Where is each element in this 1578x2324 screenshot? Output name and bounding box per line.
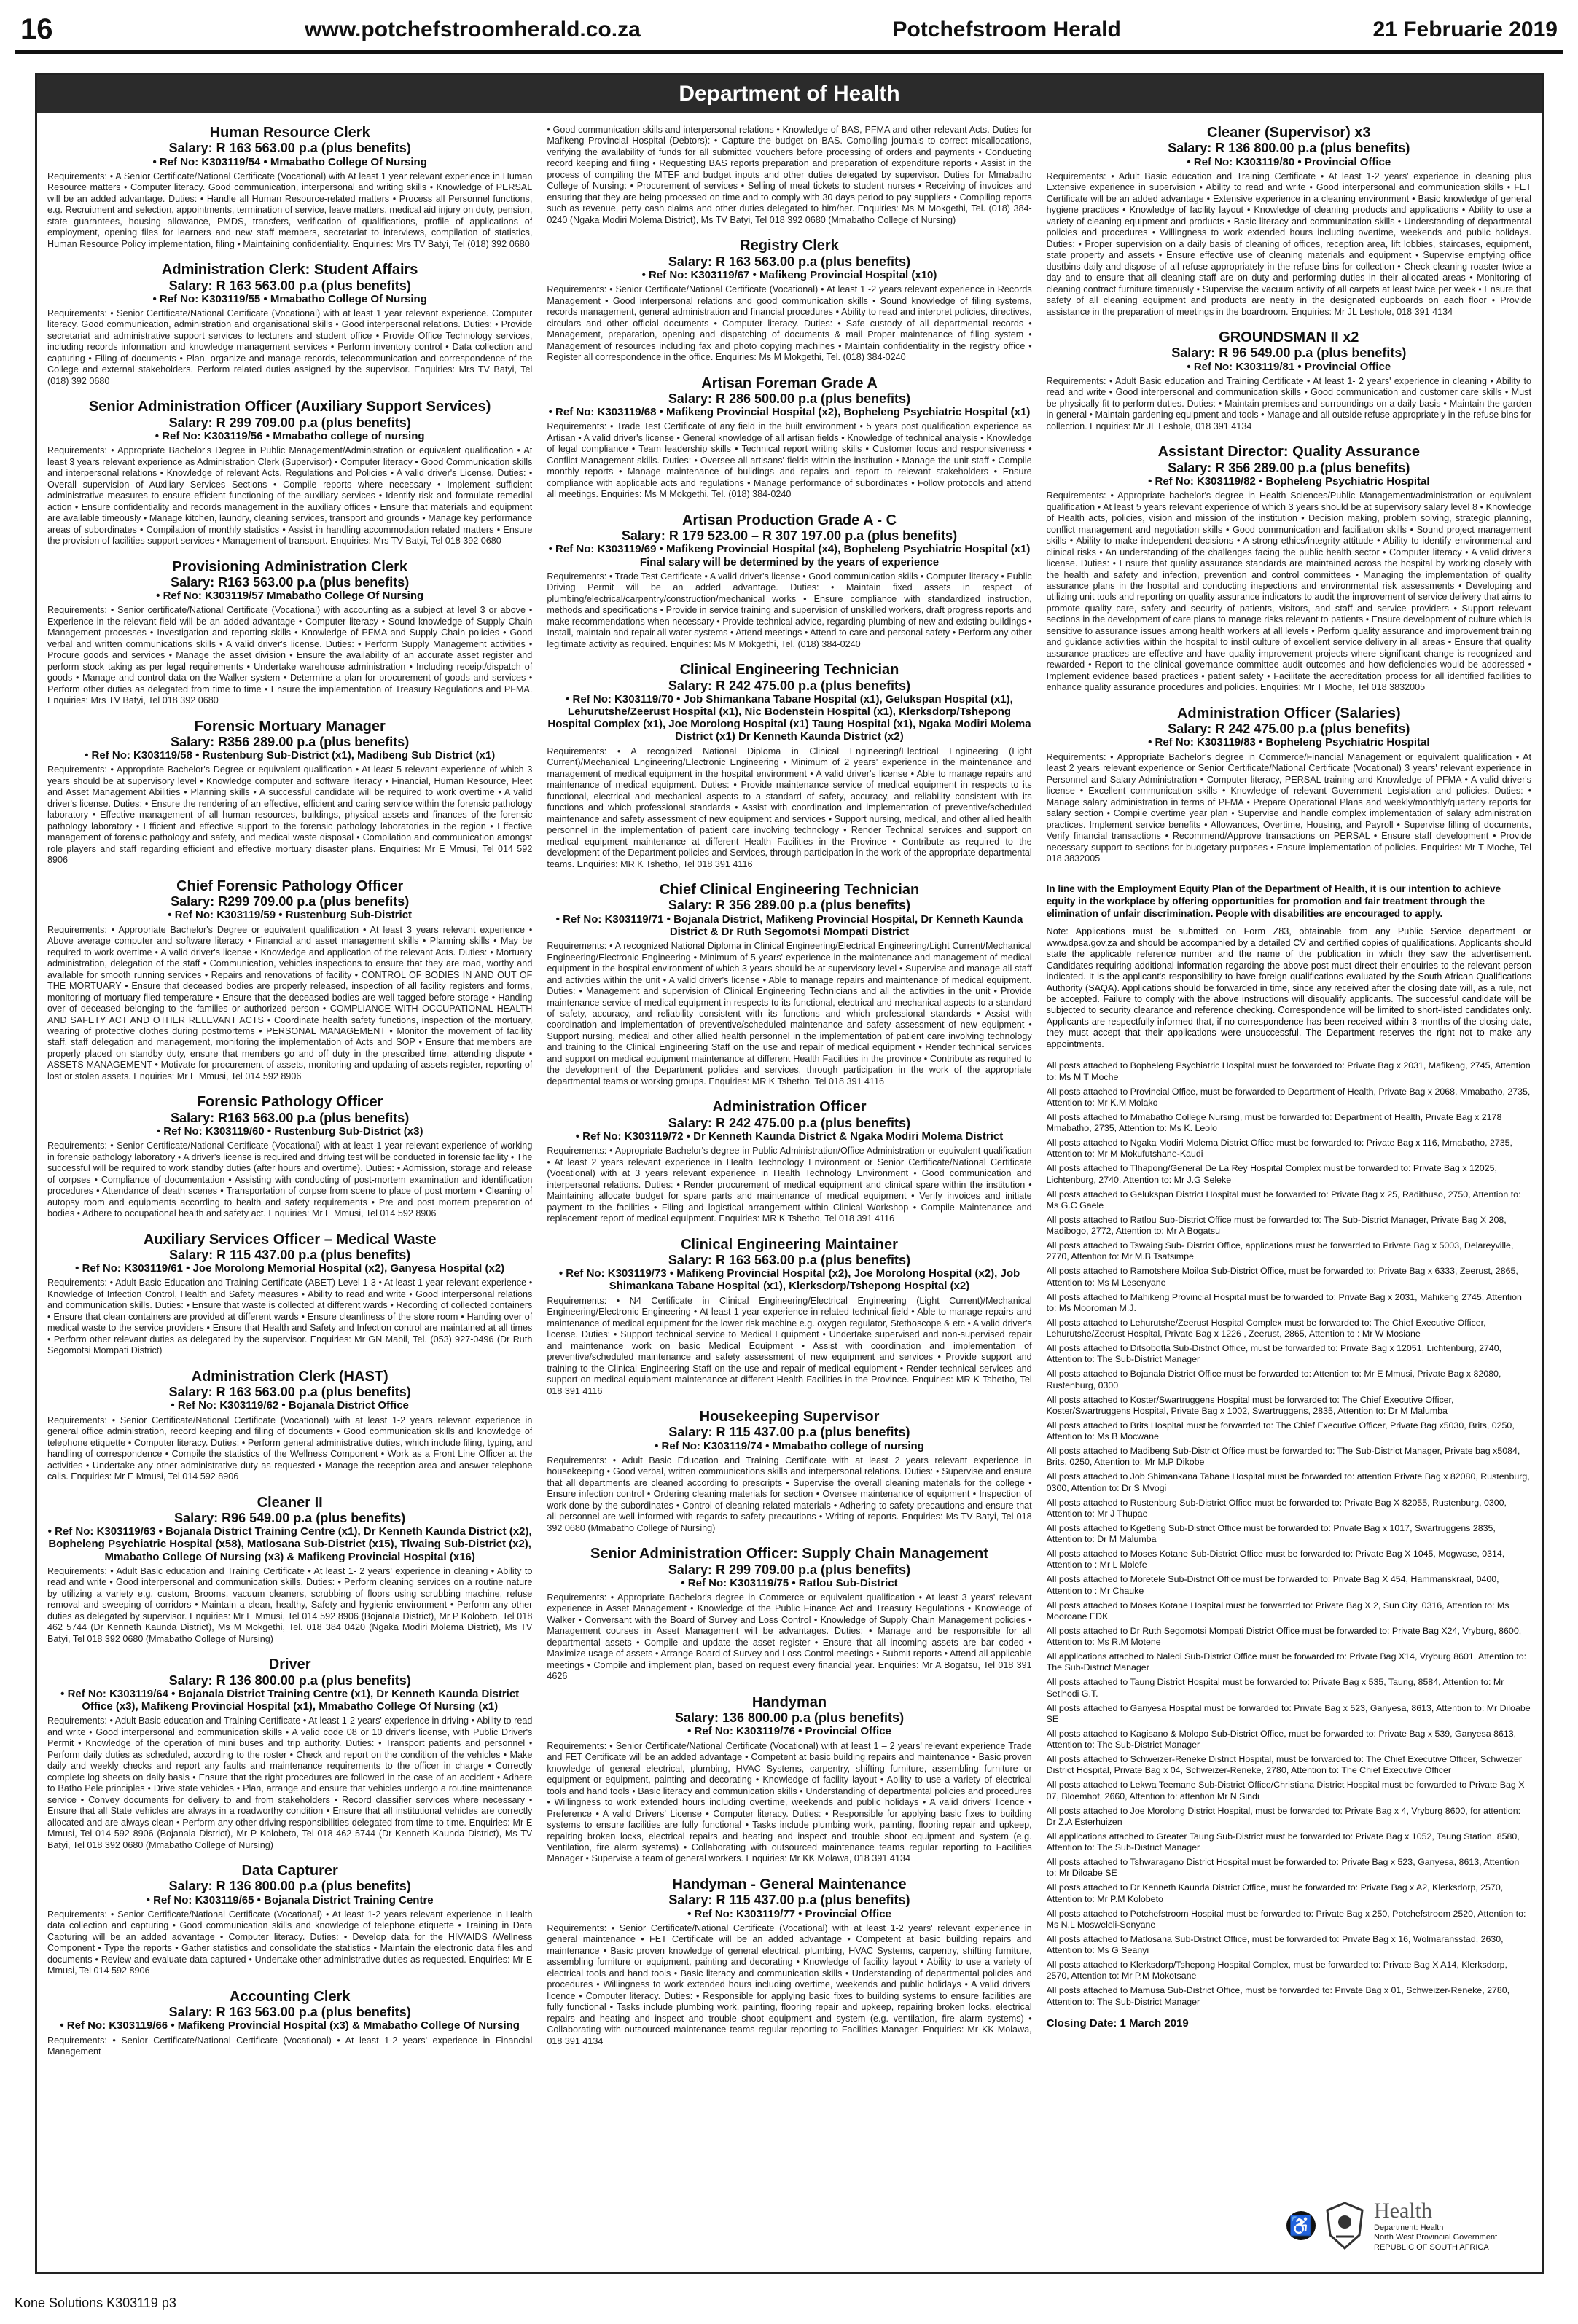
job-post — [47, 1863, 532, 1977]
post-title: Assistant Director: Quality Assurance — [1157, 444, 1420, 461]
post-salary: Salary: R 163 563.00 p.a (plus benefits) — [168, 278, 411, 293]
post-title: Senior Administration Officer: Supply Chain Management — [590, 1546, 988, 1562]
post-salary: Salary: R 163 563.00 p.a (plus benefits) — [168, 2005, 411, 2020]
post-ref: • Ref No: K303119/76 • Provincial Office — [687, 1725, 891, 1738]
application-address: All posts attached to Gelukspan District Hospital must be forwarded to: Private Bag x 25, Radithuso, 2750, Attention to: Ms G.C Gaele — [1046, 1189, 1521, 1210]
post-body: Requirements: • Trade Test Certificate • A valid driver's license • Good communication skills • Computer literacy • Public Driving Permit will be an added advantage. Duties: • Maintain fixed assets in respect of plumbing/electrical/carpentry/construction/mechanical works • Ensure compliance with standardized instruction, methods and specifications • Provide in service training and supervision of unskilled workers, draft progress reports and make recommendations when necessary • Provide technical advice, regarding plumbing of new and existing buildings • Install, maintain and repair all water systems • Attend meetings • Attend to care and personal safety • Perform any other legitimate activity as required. Enquiries: Ms M Mokgethi, Tel. (018) 384-0240 — [547, 571, 1032, 649]
post-body: Requirements: • Appropriate Bachelor's degree in Public Administration/Office Administration or equivalent qualification • At least 2 years relevant experience in Health Technology Environment or Senior Certificate/National Certificate (Vocational) with at 3 years relevant experience in Health Technology Environment • Good communication and interpersonal relations. Duties: • Render procurement of medical equipment and clinical spare within the institution • Maintaining allocate budget for spare parts and maintenance of medical equipment • Verify invoices and initiate payment to the facilities • Filing and logistical arrangement within Clinical Workshop • Compile Maintenance and replacement report of medical equipment. Enquiries: MR K Tshetho, Tel 018 391 4116 — [547, 1146, 1032, 1224]
post-ref: • Ref No: K303119/77 • Provincial Office — [687, 1907, 891, 1920]
application-address: All posts attached to Koster/Swartruggens Hospital must be forwarded to: The Chief Executive Officer, Koster/Swartruggens Hospital, Private Bag x 1002, Swartruggens, 2835, Attention to: Dr M Malumba — [1046, 1394, 1454, 1416]
column-middle — [547, 125, 1031, 2261]
post-title: Chief Forensic Pathology Officer — [176, 877, 404, 894]
job-post — [547, 1237, 1031, 1397]
job-post — [47, 1656, 532, 1851]
post-ref: • Ref No: K303119/71 • Bojanala District, Mafikeng Provincial Hospital, Dr Kenneth Kaunda District & Dr Ruth Segomotsi Mompati District — [555, 912, 1023, 938]
job-post — [547, 1099, 1031, 1224]
post-salary: Salary: R163 563.00 p.a (plus benefits) — [171, 1110, 410, 1125]
issue-date: 21 Februarie 2019 — [1372, 17, 1558, 42]
post-ref: • Ref No: K303119/58 • Rustenburg Sub-District (x1), Madibeng Sub District (x1) — [85, 749, 496, 762]
post-salary: Salary: R 96 549.00 p.a (plus benefits) — [1171, 345, 1407, 361]
post-salary: Salary: R 242 475.00 p.a (plus benefits) — [1168, 721, 1410, 737]
post-title: Cleaner II — [257, 1494, 323, 1511]
job-post — [47, 559, 532, 707]
post-title: Handyman - General Maintenance — [672, 1876, 907, 1893]
job-post — [47, 1232, 532, 1357]
closing-date: Closing Date: 1 March 2019 — [1046, 2016, 1189, 2030]
column-right — [1047, 125, 1531, 2261]
post-salary: Salary: R163 563.00 p.a (plus benefits) — [171, 574, 410, 590]
application-address: All posts attached to Dr Kenneth Kaunda District Office, must be forwarded to: Private Bag x A2, Klerksdorp, 2570, Attention to: Mr P.M Kolobeto — [1046, 1882, 1504, 1904]
application-address: All posts attached to Kagisano & Molopo Sub-District Office, must be forwarded to: Private Bag x 539, Ganyesa 8613, Attention to: The Sub-District Manager — [1046, 1728, 1517, 1750]
post-salary: Salary: R 163 563.00 p.a (plus benefits) — [668, 254, 911, 269]
post-title: Chief Clinical Engineering Technician — [659, 882, 920, 899]
application-address: All posts attached to Dr Ruth Segomotsi Mompati District Office must be forwarded to: Private Bag X24, Vryburg, 8600, Attention to: Ms R.M Motene — [1046, 1625, 1522, 1648]
application-address: All posts attached to Mahikeng Provincial Hospital must be forwarded to: Private Bag x 2031, Mahikeng 2745, Attention to: Ms Mooroman M.J. — [1046, 1291, 1522, 1313]
post-title: Artisan Production Grade A - C — [681, 512, 897, 528]
application-address: All posts attached to Job Shimankana Tabane Hospital must be forwarded to: attention Private Bag x 82080, Rustenburg, 0300, Attention to: Dr S Mvogi — [1046, 1471, 1530, 1493]
post-body: Requirements: • Senior Certificate/National Certificate (Vocational) with at least 1 year relevant experience of working in forensic pathology laboratory • A driver's license is required and driving test will be conducted in forensic facility • The successful will be required to work standby duties (after hours and overtime). Duties: • Admission, storage and release of corpses • Compliance of documentation • Assisting with conducting of post-mortem examination and identification procedures • Attendance of death scenes • Transportation of corpse from scene to place of post mortem • Cleaning of autopsy room and equipments according to health and safety requirements • Pre and post mortem preparation of bodies • Adhere to occupational health and safety act. Enquiries: Mr E Mmusi, Tel 014 592 8906 — [47, 1141, 533, 1219]
post-title: Handyman — [751, 1694, 827, 1710]
post-title: Forensic Pathology Officer — [196, 1094, 383, 1111]
post-title: Clinical Engineering Technician — [679, 662, 899, 678]
post-salary: Salary: R 286 500.00 p.a (plus benefits) — [668, 391, 911, 406]
post-ref: • Ref No: K303119/65 • Bojanala District Training Centre — [146, 1893, 434, 1906]
job-post — [1047, 329, 1531, 432]
post-salary: Salary: R 115 437.00 p.a (plus benefits) — [668, 1893, 910, 1908]
post-body: Requirements: • Senior certificate/National Certificate (Vocational) with accounting as a subject at level 3 or above • Experience in the relevant field will be an added advantage • Computer literacy • Sound knowledge of Supply Chain Management processes • Investigation and reporting skills • Knowledge of PFMA and Supply Chain policies • Good verbal and written communications skills • A valid driver's license. Duties: • Perform Supply Management activities • Procure goods and services • Manage the asset division • Ensure the availability of an accurate asset register and perform stock taking as per legal requirements • Undertake warehouse administration • Including receipt/dispatch of goods • Manage and control data on the Walker system • Determine a plan for procurement of goods and services • Perform other duties as delegated from time to time • Ensure the implementation of Treasury Regulations and PFMA. Enquiries: Mrs TV Batyi, Tel 018 392 0680 — [47, 605, 533, 706]
post-title: Cleaner (Supervisor) x3 — [1207, 125, 1371, 141]
post-salary: Salary: R 163 563.00 p.a (plus benefits) — [668, 1252, 911, 1267]
post-salary: Salary: R 136 800.00 p.a (plus benefits) — [168, 1672, 411, 1688]
application-address: All posts attached to Lekwa Teemane Sub-District Office/Christiana District Hospital must be forwarded to Private Bag X 07, Bloemhof, 2660, Attention to: attention Mr N Sindi — [1046, 1780, 1525, 1801]
post-ref: • Ref No: K303119/74 • Mmabatho college of nursing — [655, 1439, 924, 1452]
post-ref: • Ref No: K303119/55 • Mmabatho College Of Nursing — [152, 292, 427, 305]
application-note: Note: Applications must be submitted on Form Z83, obtainable from any Public Service department or www.dpsa.gov.za and should be accompanied by a detailed CV and certified copies of qualifications. Applicants should state the applicable reference number and the name of the publication in which they saw the advertisement. Candidates requiring additional information regarding the above post must direct their enquiries to the relevant person indicated. It is the applicant's responsibility to have foreign qualifications evaluated by the South African Qualifications Authority (SAQA). Applications should be forwarded in time, since any received after the closing date will, as a rule, not be accepted. Failure to comply with the above instructions will disqualify applicants. The successful candidate will be subjected to security clearance and reference checking. Correspondence will be limited to short-listed candidates only. Applicants are respectfully informed that, if no correspondence has been received within 3 months of the closing date, they must accept that their applications were unsuccessful. The Department reserves the right not to make any appointments. — [1046, 926, 1531, 1049]
job-post — [1047, 705, 1531, 865]
application-address: All posts attached to Ngaka Modiri Molema District Office must be forwarded to: Private Bag x 116, Mmabatho, 2735, Attention to: Mr M Mokufutshane-Kaudi — [1046, 1138, 1512, 1159]
logo-line-3: REPUBLIC OF SOUTH AFRICA — [1374, 2242, 1489, 2252]
post-title: Accounting Clerk — [229, 1988, 351, 2005]
post-ref: • Ref No: K303119/68 • Mafikeng Provincial Hospital (x2), Bopheleng Psychiatric Hospital (x1) — [548, 406, 1031, 419]
post-body: Requirements: • Adult Basic education and Training Certificate • At least 1-2 years' experience in driving • Ability to read and write • Good interpersonal and communication skills • A valid code 08 or 10 driver's license, with Public Driver's Permit • Knowledge of the operation of mini buses and trip authority. Duties: • Transport patients and personnel • Perform daily duties as scheduled, according to the roster • Check and report on the condition of the vehicles • Make daily and weekly checks and report any faults and maintenance requirements to the officer in charge • Correctly complete log sheets on daily basis • Ensure that the right procedures are followed in the case of an accident • Adhere to Batho Pele principles • Drive state vehicles • Plan, arrange and ensure that vehicles undergo a routine maintenance service • Convey documents for delivery to and from stakeholders • Record classifier services where necessary • Ensure that all State vehicles are always in a roadworthy condition • Ensure that all institutional vehicles are correctly allocated and are always clean • Perform any other driving responsibilities delegated from time to time. Enquiries: Mr E Mmusi, Tel 014 592 8906 (Bojanala District), Mr P Kolobeto, Tel 018 462 5744 (Dr Kenneth Kaunda District), Ms TV Batyi, Tel 018 392 0680 (Mmabatho College of Nursing) — [47, 1715, 533, 1850]
post-title: Administration Clerk: Student Affairs — [161, 262, 418, 278]
job-post — [547, 1546, 1031, 1683]
post-ref: • Ref No: K303119/83 • Bopheleng Psychiatric Hospital — [1148, 736, 1430, 749]
job-post — [47, 719, 532, 866]
post-salary: Salary: R 299 709.00 p.a (plus benefits) — [668, 1562, 911, 1577]
post-title: Forensic Mortuary Manager — [194, 718, 386, 735]
post-body: Requirements: • Senior Certificate/National Certificate (Vocational) with at least 1 year relevant experience. Computer literacy. Good communication, administration and organisational skills • Good interpersonal relations. Duties: • Provide secretariat and administrative support services to lecturers and student office • Provide Office Technology services, including records information and knowledge management services • Perform inventory control • Data collection and capturing • Filing of documents • Plan, organize and manage records, telecommunication and correspondence of the College and external stakeholders. Perform related duties assigned by the supervisor. Enquiries: Mrs TV Batyi, Tel (018) 392 0680 — [47, 308, 533, 386]
application-address: All posts attached to Ditsobotla Sub-District Office, must be forwarded to: Private Bag x 12051, Lichtenburg, 2740, Attention to: The Sub-District Manager — [1046, 1343, 1502, 1365]
job-post — [47, 1989, 532, 2058]
post-salary: Salary: R 179 523.00 – R 307 197.00 p.a (plus benefits) — [621, 528, 958, 544]
post-ref: • Ref No: K303119/69 • Mafikeng Provincial Hospital (x4), Bopheleng Psychiatric Hospital (x1) Final salary will be determined by the years of experience — [548, 543, 1031, 568]
job-post — [547, 1877, 1031, 2047]
post-title: Administration Officer — [712, 1099, 867, 1116]
post-ref: • Ref No: K303119/54 • Mmabatho College Of Nursing — [152, 155, 427, 168]
job-post — [547, 1409, 1031, 1534]
column-right-posts — [1047, 125, 1531, 876]
equity-notice: In line with the Employment Equity Plan of the Department of Health, it is our intention to achieve equity in the workplace by offering opportunities for promotion and fair treatment through the elimination of unfair discrimination. People with disabilities are encouraged to apply. — [1046, 883, 1501, 920]
post-salary: Salary: R 299 709.00 p.a (plus benefits) — [168, 415, 411, 430]
post-ref: • Ref No: K303119/61 • Joe Morolong Memorial Hospital (x2), Ganyesa Hospital (x2) — [75, 1262, 505, 1275]
application-address: All posts attached to Kgetleng Sub-District Office must be forwarded to: Private Bag x 1017, Swartruggens 2835, Attention to: Dr M Malumba — [1046, 1522, 1496, 1545]
application-address: All posts attached to Bojanala District Office must be forwarded to: Attention to: Mr E Mmusi, Private Bag x 82080, Rustenburg, 0300 — [1046, 1369, 1501, 1390]
post-body: Requirements: • Adult Basic Education and Training Certificate (ABET) Level 1-3 • At least 1 year relevant experience • Knowledge of Infection Control, Health and Safety measures • Ability to read and write • Good interpersonal relations and communication skills. Duties: • Ensure that waste is collected at different wards • Recording of collected containers • Ensure that clean containers are provided at different wards • Ensure cleanliness of the store room • Handing over of medical waste to the service providers • Ensure that Health and Safety and Infection control are maintained at all times • Perform other relevant duties as delegated by the supervisor. Enquiries: Mr GN Mabil, Tel. (053) 927-0496 (Dr Ruth Segomotsi Mompati District) — [47, 1278, 533, 1356]
post-ref: • Ref No: K303119/64 • Bojanala District Training Centre (x1), Dr Kenneth Kaunda District Office (x3), Mafikeng Provincial Hospital (x1), Mmabatho College Of Nursing (x1) — [60, 1687, 520, 1713]
ad-title: Department of Health — [37, 75, 1542, 113]
health-logo — [1374, 2199, 1497, 2253]
post-body: Requirements: • Appropriate Bachelor's Degree or equivalent qualification • At least 5 relevant experience of which 3 years should be at supervisory level • Knowledge computer and software literacy • Financial, Human Resource, Fleet and Asset Management Abilities • Planning skills • A successful candidate will be required to work overtime • A valid driver's license. Duties: • Ensure the rendering of an effective, efficient and caring service within the forensic pathology laboratory • Effective management of all human resources, buildings, physical assets and finances of the forensic pathology laboratory • Efficient and effective support to the forensic pathology laboratories in the region • Effective management of forensic pathology and safety, and medical waste disposal • Compilation and communication amongst role players and staff regarding efficient and effective mortuary disaster plans. Enquiries: Mr E Mmusi, Tel 014 592 8906 — [47, 764, 533, 866]
application-address: All posts attached to Ganyesa Hospital must be forwarded to: Private Bag x 523, Ganyesa, 8613, Attention to: Mr Diloabe SE — [1046, 1702, 1531, 1724]
post-ref: • Ref No: K303119/63 • Bojanala District Training Centre (x1), Dr Kenneth Kaunda District (x2), Bopheleng Psychiatric Hospital (x58), Matlosana Sub-District (x15), Tlwaing Sub-District (x2), Mmabatho College Of Nursing (x3) & Mafikeng Provincial Hospital (x16) — [47, 1525, 532, 1563]
application-address: All posts attached to Ratlou Sub-District Office must be forwarded to: The Sub-District Manager, Private Bag X 208, Madibogo, 2772, Attention to: Mr A Bogatsu — [1046, 1214, 1507, 1237]
post-title: Data Capturer — [241, 1863, 338, 1879]
logo-line-1: Department: Health — [1374, 2223, 1444, 2233]
post-ref: • Ref No: K303119/73 • Mafikeng Provincial Hospital (x2), Joe Morolong Hospital (x2), Job Shimankana Tabane Hospital (x1), Klerksdorp/Tshepong Hospital (x2) — [558, 1267, 1020, 1293]
application-address: All posts attached to Madibeng Sub-District Office must be forwarded to: The Sub-District Manager, Private bag x5084, Brits, 0250, Attention to: Mr M.P Dikobe — [1046, 1446, 1520, 1468]
job-post — [547, 882, 1031, 1087]
masthead — [15, 13, 1563, 54]
post-body: Requirements: • A Senior Certificate/National Certificate (Vocational) with At least 1 year relevant experience in Human Resource matters • Computer literacy. Good communication, interpersonal and writing skills • Knowledge of PERSAL will be an added advantage. Duties: • Handle all Human Resource-related matters • Process all Personnel functions, e.g. Recruitment and selection, appointments, termination of service, leave matters, medical aid injury on duty, pension, state guarantees, housing allowance, PMDS, transfers, verification of qualifications, profile of applications of employment, opening files for learners and new staff members, secretariat to interviews, compilation of statistics, Human Resource Policy implementation, filing • Maintaining confidentiality. Enquiries: Mrs TV Batyi, Tel (018) 392 0680 — [47, 171, 533, 249]
job-post — [547, 238, 1031, 363]
post-salary: Salary: R356 289.00 p.a (plus benefits) — [171, 735, 410, 750]
post-body: • Good communication skills and interpersonal relations • Knowledge of BAS, PFMA and other relevant Acts. Duties for Mafikeng Provincial Hospital (Debtors): • Capture the budget on BAS. Compiling journals to correct misallocations, verifying the availability of funds for all submitted vouchers before processing of orders and payments • Conducting record keeping and filing • Requesting BAS reports preparation and preparation of expenditure reports • Assist in the process of compiling the MTEF and budget inputs and other duties delegated by supervisor. Duties for Mmabatho College of Nursing: • Procurement of services • Selling of meal tickets to student nurses • Receiving of invoices and ensuring that they are being processed on time and to comply with 30 days period to pay suppliers • Compiling reports such as revenue, petty cash claims and other duties delegated to him/her. Enquiries: Ms M Mokgethi, Tel. (018) 384-0240 (Ngaka Modiri Molema District), Ms TV Batyi, Tel 018 392 0680 (Mmabatho College of Nursing) — [547, 125, 1032, 225]
post-salary: Salary: R 115 437.00 p.a (plus benefits) — [169, 1248, 411, 1262]
post-ref: • Ref No: K303119/72 • Dr Kenneth Kaunda District & Ngaka Modiri Molema District — [575, 1130, 1004, 1143]
job-post — [47, 878, 532, 1083]
post-salary: Salary: R 163 563.00 p.a (plus benefits) — [168, 141, 411, 156]
post-body: Requirements: • Appropriate Bachelor's Degree in Public Management/Administration or equivalent qualification • At least 3 years relevant experience as Administration Clerk (Supervisor) • Computer literacy • Good Communication skills and interpersonal relations • Knowledge of relevant Acts, Regulations and Policies • A valid driver's License. Duties: • Overall supervision of Auxiliary Services Sections • Compile reports where necessary • Implement sufficient administrative measures to ensure efficient functioning of the auxiliary services • Identify risk and formulate remedial action • Ensure confidentiality and records management in the auxiliary offices • Ensure that materials and equipment are available timeously • Manage kitchen, laundry, cleaning services, transport and grounds • Manage key performance areas of subordinates • Compilation of monthly statistics • Assist in handling accommodation related matters • Ensure the provision of facilities support services • Management of transport. Enquiries: Mrs TV Batyi, Tel 018 392 0680 — [47, 445, 533, 547]
post-body: Requirements: • Senior Certificate/National Certificate (Vocational) • At least 1-2 years relevant experience in Health data collection and capturing • Good communication skills and knowledge of telephone etiquette • Training in Data Capturing will be an added advantage • Computer literacy. Duties: • Develop data for the HIV/AIDS /Wellness Component • Type the reports • Gather statistics and consolidate the statistics • Maintain the electronic data files and documents • Review and evaluate data captured • Undertake other administrative duties as requested. Enquiries: Mr E Mmusi, Tel 014 592 8906 — [47, 1909, 533, 1976]
application-address: All posts attached to Brits Hospital must be forwarded to: The Chief Executive Officer, Private Bag x5030, Brits, 0250, Attention to: Ms B Mocwane — [1046, 1420, 1515, 1442]
job-post — [47, 399, 532, 547]
post-body: Requirements: • Appropriate Bachelor's degree in Commerce or equivalent qualification • At least 3 years' relevant experience in Asset Management • Knowledge of the Public Finance Act and Treasury Regulations • Knowledge of Walker • Conversant with the Board of Survey and Loss Control • Knowledge of Supply Chain Management policies • Management courses in Asset Management will be advantages. Duties: • Manage and be responsible for all departmental assets • Compile and update the asset register • Ensure that all incoming assets are bar coded • Maximize usage of assets • Arrange Board of Survey and Loss Control meetings • Submit reports • Attend all applicable meetings • Compile and implement plan, based on request every financial year. Enquiries: Mr A Bogatsu, Tel 018 391 4626 — [547, 1592, 1032, 1682]
paper-name: Potchefstroom Herald — [892, 17, 1121, 42]
health-wordmark: Health — [1374, 2199, 1432, 2223]
post-title: Housekeeping Supervisor — [699, 1408, 880, 1425]
post-body: Requirements: • Senior Certificate/National Certificate (Vocational) • At least 1-2 years' experience in Financial Management — [47, 2035, 533, 2057]
job-post — [1047, 444, 1531, 694]
post-title: Registry Clerk — [740, 238, 839, 254]
application-address: All posts attached to Lehurutshe/Zeerust Hospital Complex must be forwarded to: The Chief Executive Officer, Lehurutshe/Zeerust Hospital, Private Bag x 1226 , Zeerust, 2865, Attention to : Mr W Mosiane — [1046, 1317, 1486, 1339]
application-address: All posts attached to Klerksdorp/Tshepong Hospital Complex, must be forwarded to: Private Bag X A14, Klerksdorp, 2570, Attention to: Mr P.M Mokotsane — [1046, 1960, 1507, 1981]
coat-of-arms-icon — [1323, 2200, 1367, 2251]
post-ref: • Ref No: K303119/66 • Mafikeng Provincial Hospital (x3) & Mmabatho College Of Nursing — [60, 2019, 520, 2032]
post-body: Requirements: • A recognized National Diploma in Clinical Engineering/Electrical Engineering/Light Current/Mechanical Engineering/Electronic Engineering • Minimum of 5 years' experience in the maintenance and management of medical equipment in the hospital environment of which 3 years should be at supervisory level • Supervise and manage all staff and activities within the unit • A valid driver's license • Able to manage repairs and maintenance of medical equipment. Duties: • Management and supervision of Clinical Engineering Technicians and all the activities in the unit • Provide maintenance service of medical equipment in respects to its functional, electrical and mechanical aspects to a standard of safety, accuracy, and reliability consistent with its functions and which professional standards • Assist with coordination and implementation of preventive/scheduled maintenance and safety assessment of new equipment • Support nursing, medical and other allied health personnel in the implementation of patient care involving technology and training to the Clinical Engineering Staff on the use and repair of medical equipment • Render technical services and support on medical equipment maintenance at different Health Facilities in the province • Contribute as required to the development of the Department policies and services, through participation in the work of the appropriate departmental teams or working groups. Enquiries: MR K Tshetho, Tel 018 391 4116 — [547, 941, 1032, 1087]
post-salary: Salary: R96 549.00 p.a (plus benefits) — [174, 1510, 406, 1525]
post-ref: • Ref No: K303119/82 • Bopheleng Psychiatric Hospital — [1148, 474, 1430, 488]
post-ref: • Ref No: K303119/67 • Mafikeng Provincial Hospital (x10) — [641, 268, 937, 281]
logo-area — [1286, 2194, 1527, 2257]
post-salary: Salary: R 163 563.00 p.a (plus benefits) — [168, 1385, 411, 1400]
post-salary: Salary: R 115 437.00 p.a (plus benefits) — [668, 1425, 910, 1440]
application-address: All posts attached to Potchefstroom Hospital must be forwarded to: Private Bag x 250, Potchefstroom 2520, Attention to: Ms N.L Mosweleli-Senyane — [1046, 1908, 1526, 1930]
post-body: Requirements: • N4 Certificate in Clinical Engineering/Electrical Engineering (Light Current)/Mechanical Engineering/Electronic Engineering • At least 1 year experience in related technical field • Able to manage repairs and maintenance of medical equipment for the lower risk machine e.g. oxygen regulator, Stethoscope & etc • A valid driver's license. Duties: • Support technical service to Medical Equipment • Undertake supervised and non-supervised repair and maintenance work on basic Medical Equipment • Assist with coordination and implementation of preventive/scheduled maintenance and safety assessment of new equipment and services • Provide support and training to the Clinical Engineering Staff on the use and repair of medical equipment • Render technical services and support on medical equipment maintenance at different Health Facilities in the Province. Enquiries: MR K Tshetho, Tel 018 391 4116 — [547, 1295, 1032, 1396]
application-address: All applications attached to Naledi Sub-District Office must be forwarded to: Private Bag X14, Vryburg 8601, Attention to: The Sub-District Manager — [1046, 1651, 1527, 1673]
post-salary: Salary: R 136 800.00 p.a (plus benefits) — [1168, 141, 1410, 156]
application-address: All posts attached to Tswaing Sub- District Office, applications must be forwarded to Private Bag x 5003, Delareyville, 2770, Attention to: Mr M.B Tsatsimpe — [1046, 1240, 1514, 1262]
job-post — [547, 125, 1031, 226]
application-address: All posts attached to Moses Kotane Hospital must be forwarded to: Private Bag X 2, Sun City, 0316, Attention to: Ms Mooroane EDK — [1046, 1600, 1509, 1621]
post-title: Auxiliary Services Officer – Medical Waste — [143, 1231, 437, 1248]
job-post — [47, 1495, 532, 1646]
post-title: Administration Clerk (HAST) — [191, 1368, 388, 1385]
post-ref: • Ref No: K303119/57 Mmabatho College Of Nursing — [156, 590, 424, 603]
post-salary: Salary: R 242 475.00 p.a (plus benefits) — [668, 1115, 911, 1130]
post-body: Requirements: • Appropriate bachelor's degree in Health Sciences/Public Management/administration or equivalent qualification • At least 5 years relevant experience of which 3 years should be at supervisory salary level 8 • Knowledge of Health acts, policies, vision and mission of the institution • Decision making, problem solving, strategic planning, conflict management and negotiation skills • Good communication and facilitation skills • Sound project management skills • Ability to make independent decisions • A strong ethics/integrity attitude • Ability to identify environmental and clinical risks • An understanding of the challenges facing the public health sector • Computer literacy • A valid driver's license. Duties: • Ensure that quality assurance standards are maintained across the hospital by working closely with the health and safety and infection, prevention and control committees • Managing the implementation of quality assurance plans in the hospital and conducting inspections and environmental risk assessments • Developing and utilizing unit tools and reporting on quality assurance indicators to audit the improvement of service delivery that aims to promote quality care, safety and security of patients, visitors, and staff and service providers • Support relevant sections in the development of care plans to manage risks relevant to patients • Ensure development of culture which is sensitive to assurance issues among health workers at all levels • Perform quality assurance and improvement training and guidance activities within the hospital to instil culture of excellent service delivery in all areas • Ensure that quality assurance practices are effective and have quality improvement projects where significant change is recognized and rewarded • Report to the clinical governance committee audit outcomes and how deficiencies would be addressed • Implement evidence based practices • patient safety • Facilitate the accreditation process for all identified facilities to enhance quality assurance procedures and policies. Enquiries: Mr T Moche, Tel 018 3832005 — [1046, 490, 1531, 693]
application-address: All posts attached to Bopheleng Psychiatric Hospital must be forwarded to: Private Bag x 2031, Mafikeng, 2745, Attention to: Ms M T Moche — [1046, 1060, 1531, 1082]
post-ref: • Ref No: K303119/75 • Ratlou Sub-District — [681, 1576, 898, 1589]
job-post — [547, 375, 1031, 501]
post-body: Requirements: • Adult Basic education and Training Certificate • At least 1- 2 years' experience in cleaning • Ability to read and write • Good interpersonal and communication skills • Good communication and customer care skills • Must be physically fit to perform duties. Duties: • Maintain premises and surroundings on a daily basis • Maintain the garden in general • Maintain gardening equipment and tools • Manage and all outside refuse appropriately in the refuse bins for collection. Enquiries: Mr JL Leshole, 018 391 4134 — [1046, 375, 1531, 431]
application-address: All posts attached to Joe Morolong District Hospital, must be forwarded to: Private Bag x 4, Vryburg 8600, for attention: Dr Z.A Esterhuizen — [1046, 1805, 1521, 1827]
post-ref: • Ref No: K303119/70 • Job Shimankana Tabane Hospital (x1), Gelukspan Hospital (x1), Lehurutshe/Zeerust Hospital (x1), Nic Bodenstein Hospital (x1), Klerksdorp/Tshepong Hospital Complex (x1), Joe Morolong Hospital (x1) Taung Hospital (x1), Ngaka Modiri Molema District (x1) Dr Kenneth Kaunda District (x2) — [547, 692, 1031, 743]
post-ref: • Ref No: K303119/80 • Provincial Office — [1187, 155, 1391, 168]
post-body: Requirements: • Senior Certificate/National Certificate (Vocational) • At least 1 -2 years relevant experience in Records Management • Good interpersonal relations and good communication skills • Sound knowledge of filing systems, records management, general administration and financial procedures • Ability to read and interpret policies, directives, circulars and other official documents • Computer literacy. Duties: • Safe custody of all departmental records • Management, preparation, opening and dispatching of documents & mail Proper maintenance of filing system • Management of resources including fax and photo copying machines • Maintain confidentiality in the registry office • Register all correspondence in the office. Enquiries: Ms M Mokgethi, Tel. (018) 384-0240 — [547, 284, 1032, 363]
application-address: All posts attached to Taung District Hospital must be forwarded to: Private Bag x 535, Taung, 8584, Attention to: Mr Setlhodi G.T. — [1046, 1677, 1504, 1699]
post-body: Requirements: • Adult Basic education and Training Certificate • At least 1- 2 years' experience in cleaning • Ability to read and write • Good interpersonal and communication skills. Duties: • Perform cleaning services on a routine nature by utilizing a variety e.g. custom, Brooms, vacuum cleaners, scrubbing of floors using scrubbing machine, refuse removal and sweeping of corridors • Maintain a clean, healthy, Safety and hygienic environment • Perform any other duties as delegated by supervisor. Enquiries: Mr E Mmusi, Tel 014 592 8906 (Bojanala District), Mr P Kolobeto, Tel 018 462 5744 (Dr Kenneth Kaunda District), Ms M Mokgethi, Tel. 018 384 0420 (Ngaka Modiri Molema District), Ms TV Batyi, Tel 018 392 0680 (Mmabatho College of Nursing) — [47, 1565, 533, 1644]
post-salary: Salary: 136 800.00 p.a (plus benefits) — [674, 1710, 905, 1726]
post-body: Requirements: • Senior Certificate/National Certificate (Vocational) with at least 1-2 years' relevant experience in general maintenance • FET Certificate will be an added advantage • Competent at basic building repairs and maintenance • Basic proven knowledge of general electrical, plumbing, HVAC Systems, carpentry, shifting furniture, assembling furniture or equipment, painting and decorating • Knowledge of facility layout • Ability to use a variety of electrical tools and hand tools • Basic literacy and communication skills • Understanding of departmental policies and procedures • Willingness to work extended hours including overtime, weekends and public holidays • A valid drivers' licence • Computer literacy. Duties: • Responsible for applying basic fixes to building systems to ensure facilities are fully functional • Tasks include plumbing work, painting, flooring repair and upkeep, repairing broken locks, electrical repairs and heating and inspect and trouble shoot equipment and system (e.g. ventilation, fire alarm systems) • Collaborating with outsourced maintenance teams regular reporting to Facilities Manager. Enquiries: Mr KK Molawa, 018 391 4134 — [547, 1922, 1032, 2046]
application-address: All posts attached to Schweizer-Reneke District Hospital, must be forwarded to: The Chief Executive Officer, Schweizer District Hospital, Private Bag x 04, Schweizer-Reneke, 2780, Attention to: The Chief Executive Officer — [1046, 1754, 1523, 1776]
job-post — [47, 1094, 532, 1219]
department-advertisement — [35, 73, 1544, 2274]
wheelchair-icon: ♿ — [1286, 2211, 1316, 2240]
application-address: All posts attached to Moses Kotane Sub-District Office must be forwarded to: Private Bag X 1045, Mogwase, 0314, Attention to : Mr L Molefe — [1046, 1549, 1505, 1570]
application-address: All posts attached to Mmabatho College Nursing, must be forwarded to: Department of Health, Private Bag x 2178 Mmabatho, 2735, Attention to: Ms K. Leolo — [1046, 1111, 1502, 1134]
job-post — [47, 1369, 532, 1483]
post-ref: • Ref No: K303119/59 • Rustenburg Sub-District — [168, 909, 413, 922]
post-salary: Salary: R 242 475.00 p.a (plus benefits) — [668, 678, 911, 693]
post-ref: • Ref No: K303119/81 • Provincial Office — [1187, 360, 1391, 373]
application-address: All posts attached to Rustenburg Sub-District Office must be forwarded to: Private Bag X 82055, Rustenburg, 0300, Attention to: Mr J Thupae — [1046, 1497, 1507, 1519]
post-title: Human Resource Clerk — [209, 125, 370, 141]
post-title: Driver — [268, 1656, 311, 1673]
application-address: All posts attached to Tlhapong/General De La Rey Hospital Complex must be forwarded to: Private Bag x 12025, Lichtenburg, 2740, Attention to: Mr J.G Seleke — [1046, 1163, 1497, 1185]
job-post — [547, 662, 1031, 870]
post-salary: Salary: R 356 289.00 p.a (plus benefits) — [668, 898, 911, 913]
job-post — [547, 1694, 1031, 1865]
post-title: Administration Officer (Salaries) — [1176, 705, 1401, 721]
post-title: GROUNDSMAN II x2 — [1219, 329, 1359, 346]
page-number: 16 — [20, 13, 53, 45]
logo-line-2: North West Provincial Government — [1374, 2233, 1498, 2242]
post-ref: • Ref No: K303119/60 • Rustenburg Sub-District (x3) — [156, 1124, 423, 1138]
footer-credit: Kone Solutions K303119 p3 — [15, 2296, 176, 2310]
post-body: Requirements: • Trade Test Certificate of any field in the built environment • 5 years post qualification experience as Artisan • A valid driver's license • General knowledge of all artisan fields • Knowledge of technical analysis • Knowledge of legal compliance • Team leadership skills • Technical report writing skills • Customer focus and responsiveness • Conflict Management skills. Duties: • Oversee all artisans' fields within the institution • Manage the unit staff • Compile monthly reports • Manage maintenance of buildings and repairs and report to relevant stakeholders • Ensure compliance with applicable acts and regulations • Manage performance of subordinates • Follow protocols and attend all meetings. Enquiries: Ms M Mokgethi, Tel. (018) 384-0240 — [547, 421, 1032, 500]
application-address: All posts attached to Moretele Sub-District Office must be forwarded to: Private Bag X 454, Hammanskraal, 0400, Attention to : Mr Chauke — [1046, 1574, 1499, 1596]
post-title: Artisan Foreman Grade A — [701, 375, 878, 391]
post-salary: Salary: R 136 800.00 p.a (plus benefits) — [168, 1879, 411, 1894]
post-title: Provisioning Administration Clerk — [172, 558, 407, 575]
application-address: All posts attached to Provincial Office, must be forwarded to Department of Health, Private Bag x 2068, Mmabatho, 2735, Attention to: Mr K.M Molako — [1046, 1086, 1531, 1108]
job-post — [547, 512, 1031, 650]
application-address: All posts attached to Mamusa Sub-District Office, must be forwarded to: Private Bag x 01, Schweizer-Reneke, 2780, Attention to: The Sub-District Manager — [1046, 1985, 1510, 2007]
post-body: Requirements: • Senior Certificate/National Certificate (Vocational) with at least 1 – 2 years' relevant experience Trade and FET Certificate will be an added advantage • Competent at basic building repairs and maintenance • Basic proven knowledge of general electrical, plumbing, HVAC Systems, carpentry, shifting furniture, assembling furniture or equipment or equipment, painting and decorating • Knowledge of facility layout • Ability to use a variety of electrical tools and hand tools • Basic literacy and communication skills • Understanding of departmental policies and procedures • Willingness to work extended hours including overtime, weekends and public holidays • A valid drivers' licence • Preference • A valid Drivers' License • Computer literacy. Duties: • Responsible for applying basic fixes to building systems to ensure facilities are fully functional • Tasks include plumbing work, painting, flooring repair and upkeep, repairing broken locks, electrical repairs and heating and inspect and trouble shoot equipment and system (e.g. Ventilation, fire alarm systems) • Collaborating with outsourced maintenance teams regular reporting to Facilities Manager • Supervise a team of general workers. Enquiries: Mr KK Molawa, 018 391 4134 — [547, 1740, 1032, 1864]
post-ref: • Ref No: K303119/56 • Mmabatho college of nursing — [155, 429, 425, 442]
post-body: Requirements: • A recognized National Diploma in Clinical Engineering/Electrical Engineering (Light Current)/Mechanical Engineering/Electronic Engineering • Minimum of 2 years' experience in the maintenance and management of medical equipment in the hospital environment • A valid driver's license • Able to manage repairs and maintenance of medical equipment. Duties: • Provide maintenance service of medical equipment in respects to its functional, electrical and mechanical aspects to a standard of safety, accuracy, and reliability consistent with its functions and which professional standards • Assist with coordination and implementation of preventive/scheduled maintenance and safety assessment of new equipment and services • Support nursing, medical, and other allied health personnel in the implementation of patient care involving technology • Render Technical services and support on medical equipment maintenance at different Health Facilities in the Province • Contribute as required to the development of the Department policies and Services, through participation in the work of the appropriate departmental teams. Enquiries: MR K Tshetho, Tel 018 391 4116 — [547, 746, 1032, 869]
post-title: Clinical Engineering Maintainer — [681, 1236, 898, 1253]
post-ref: • Ref No: K303119/62 • Bojanala District Office — [171, 1399, 409, 1412]
post-body: Requirements: • Adult Basic Education and Training Certificate with at least 2 years relevant experience in housekeeping • Good verbal, written communications skills and interpersonal relations. Duties: • Supervise and ensure that all departments are cleaned according to prescripts • Supervise the overall cleaning materials for the college • Ensure infection control • Ordering cleaning materials for section • Oversee maintenance of equipment • Inspection of work done by the subordinates • Control of cleaning related materials • Adhering to safety precautions and ensure that all personnel are well informed with regards to safety precautions • Writing of reports. Enquiries: Ms TV Batyi, Tel 018 392 0680 (Mmabatho College of Nursing) — [547, 1455, 1032, 1533]
post-body: Requirements: • Appropriate Bachelor's Degree or equivalent qualification • At least 3 years relevant experience • Above average computer and software literacy • Financial and asset management skills • Planning skills • May be required to work overtime • A valid driver's license • Knowledge and application of the relevant Acts. Duties: • Mortuary administration, delegation of the staff • Communication, vehicles inspections to ensure that they are road, worthy and available for smooth running services • Repairs and renovations of facility • CONTROL OF BODIES IN AND OUT OF THE MORTUARY • Ensure that deceased bodies are properly released, inspection of all facility registers and forms, monitoring of mortuary filed temperature • Ensure that the deceased bodies are well tagged before storage • Handing over of deceased belonging to the families or authorized person • COMPLIANCE WITH OCCUPATIONAL HEALTH AND SAFETY ACT AND OTHER RELEVANT ACTS • Coordinate health safety functions, inspection of the mortuary, wearing of protective clothes during postmortems • PERSONAL MANAGEMENT • Monitor the movement of facility staff, staff delegation and management, monitoring the implementation of Acts and SOP • Ensure that members are properly placed on standby duty, ensure that members go and off duty in the prescribed time, attending dispute • ASSETS MANAGEMENT • Motivate for procurement of assets, monitoring and updating of assets register, reporting of lost or stolen assets. Enquiries: Mr E Mmusi, Tel 014 592 8906 — [47, 924, 533, 1081]
column-left — [47, 125, 532, 2261]
job-post — [47, 125, 532, 250]
address-list — [1047, 1060, 1531, 2011]
post-body: Requirements: • Appropriate Bachelor's degree in Commerce/Financial Management or equivalent qualification • At least 2 years relevant experience or Senior Certificate/National Certificate (Vocational) 3 years' relevant experience in Personnel and Salary Administration • Computer literacy, PERSAL training and Knowledge of PFMA • A valid driver's license • Excellent communication skills • Knowledge of relevant Government Legislation and policies. Duties: • Manage salary administration in terms of PFMA • Prepare Operational Plans and weekly/monthly/quarterly reports for salary section • Compile overtime year plan • Supervise and handle complex implementation of salary administration practices. Implement service benefits • Allowances, Overtime, Housing, and Payroll • Supervise filling of documents, Verify financial transactions • Recommend/Approve transactions on PERSAL • Ensure staff development • Provide necessary support to sections for budgetary purposes • Ensure implementation of policies. Enquiries: Mr T Moche, Tel 018 3832005 — [1046, 751, 1531, 864]
post-salary: Salary: R299 709.00 p.a (plus benefits) — [171, 894, 410, 909]
application-address: All posts attached to Matlosana Sub-District Office, must be forwarded to: Private Bag x 16, Wolmaransstad, 2630, Attention to: Ms G Seanyi — [1046, 1933, 1504, 1956]
job-post — [47, 262, 532, 387]
application-address: All applications attached to Greater Taung Sub-District must be forwarded to: Private Bag x 1052, Taung Station, 8580, Attention to: The Sub-District Manager — [1046, 1831, 1520, 1853]
post-salary: Salary: R 356 289.00 p.a (plus benefits) — [1168, 460, 1410, 475]
application-address: All posts attached to Ramotshere Moiloa Sub-District Office, must be forwarded to: Private Bag x 6333, Zeerust, 2865, Attention to: Ms M Lesenyane — [1046, 1266, 1518, 1288]
job-post — [1047, 125, 1531, 318]
post-body: Requirements: • Adult Basic education and Training Certificate • At least 1-2 years' experience in cleaning plus Extensive experience in supervision • Ability to read and write • Good interpersonal and communication skills • FET Certificate will be an added advantage • Extensive experience in a cleaning environment • Basic knowledge of general hygiene practices • Knowledge of facility layout • Knowledge of cleaning products and applications • Ability to use a variety of cleaning equipment and products • Basic literacy and communication skills • Understanding of departmental policies and procedures • Willingness to work extended hours including overtime, weekends and public holidays. Duties: • Proper supervision on a daily basis of cleaning of offices, reception area, lift lobbies, staircases, equipment, state property and assets • Ensure effective use of cleaning materials and equipment • Supervise emptying office dustbins daily and dispose of all refuse appropriately in the refuse bins for collection • Check cleaning roaster twice a day and to ensure that all cleaning staff are on duty and performing duties in their allocated areas • Monitoring of cleaning contract furniture timeously • Supervise the vacuum activity of all carpets at least twice per week • Ensure that safety of all cleaning equipment and products are neatly in the designated cupboards on each floor • Provide assistance in the preparation of meetings in the boardroom. Enquiries: Mr JL Leshole, 018 391 4134 — [1046, 171, 1531, 317]
application-address: All posts attached to Tshwaragano District Hospital must be forwarded to: Private Bag x 523, Ganyesa, 8613, Attention to: Mr Diloabe SE — [1046, 1857, 1520, 1879]
post-body: Requirements: • Senior Certificate/National Certificate (Vocational) with at least 1-2 years relevant experience in general office administration, record keeping and filing of documents • Good communication skills and knowledge of telephone etiquette • Computer literacy. Duties: • Perform general administrative duties, which include filing, typing, and handling of correspondence • Compile the statistics of the Wellness Component • Work as a Front Line Officer at the activities • Undertake any other administrative duty as requested • Manage the reception area and answer telephone calls. Enquiries: Mr E Mmusi, Tel 014 592 8906 — [47, 1415, 533, 1482]
post-title: Senior Administration Officer (Auxiliary Support Services) — [88, 399, 491, 415]
website-link[interactable]: www.potchefstroomherald.co.za — [305, 17, 641, 42]
